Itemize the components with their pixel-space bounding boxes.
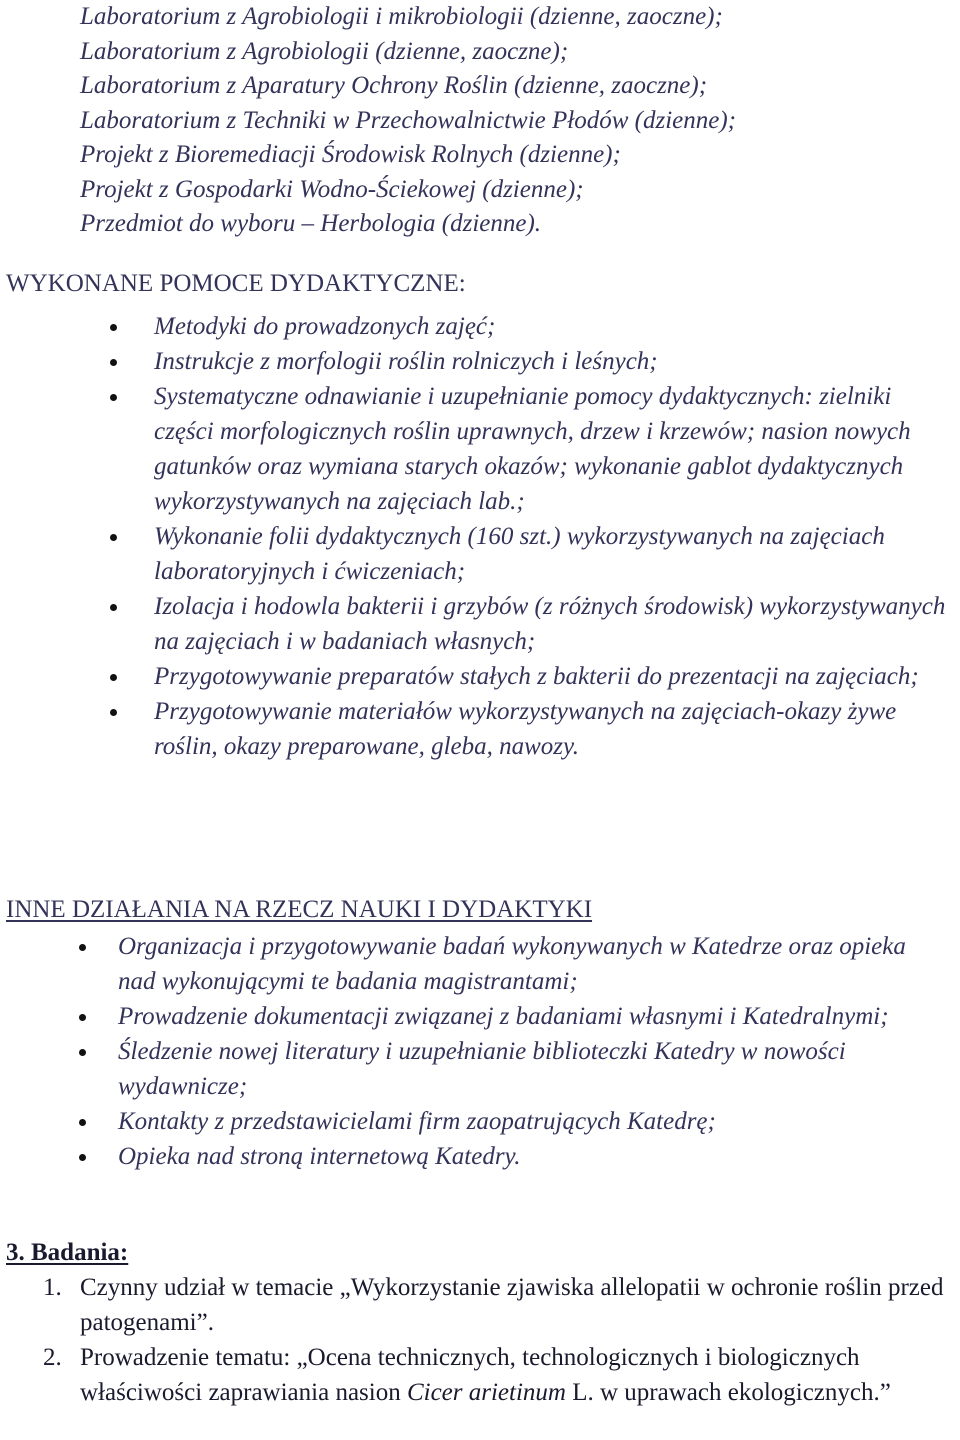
course-item: Laboratorium z Agrobiologii (dzienne, zaoczne);	[80, 37, 569, 65]
list-item	[6, 694, 946, 764]
list-item-text: Metodyki do prowadzonych zajęć;	[154, 313, 496, 340]
list-item-text: Przygotowywanie preparatów stałych z bakterii do prezentacji na zajęciach;	[154, 663, 919, 690]
bullet-icon	[110, 674, 117, 681]
research-section	[6, 1236, 946, 1410]
list-item	[6, 999, 946, 1034]
bullet-icon	[79, 944, 86, 951]
bullet-icon	[79, 1014, 86, 1021]
list-item-text: Opieka nad stroną internetową Katedry.	[118, 1143, 521, 1170]
section-heading: WYKONANE POMOCE DYDAKTYCZNE:	[6, 270, 466, 297]
list-item-text-start: Prowadzenie tematu: „Ocena technicznych, technologicznych i biologicznych właściwości zaprawiania nasion	[80, 1344, 860, 1406]
course-item: Projekt z Bioremediacji Środowisk Rolnych (dzienne);	[80, 141, 621, 168]
other-activities-section	[6, 893, 946, 1174]
bullet-icon	[110, 534, 117, 541]
bullet-icon	[110, 604, 117, 611]
list-item	[6, 519, 946, 589]
list-item	[6, 344, 946, 379]
list-number: 2.	[43, 1344, 62, 1371]
list-item	[6, 309, 946, 344]
list-item-text: Prowadzenie dokumentacji związanej z badaniami własnymi i Katedralnymi;	[118, 1003, 889, 1030]
list-item-text-end: L. w uprawach ekologicznych.”	[565, 1379, 891, 1406]
course-item: Laboratorium z Techniki w Przechowalnictwie Płodów (dzienne);	[80, 106, 736, 134]
list-item-text: Systematyczne odnawianie i uzupełnianie pomocy dydaktycznych: zielniki części morfologicznych roślin uprawnych, drzew i krzewów; nasion nowych gatunków oraz wymiana starych okazów; wykonanie gablot dydaktycznych wykorzystywanych na zajęciach lab.;	[154, 383, 911, 515]
list-item-text: Izolacja i hodowla bakterii i grzybów (z różnych środowisk) wykorzystywanych na zajęciach i w badaniach własnych;	[154, 593, 946, 655]
course-item: Przedmiot do wyboru – Herbologia (dzienne).	[80, 210, 542, 237]
bullet-icon	[79, 1119, 86, 1126]
course-list	[80, 0, 950, 242]
list-item-text: Przygotowywanie materiałów wykorzystywanych na zajęciach-okazy żywe roślin, okazy preparowane, gleba, nawozy.	[154, 698, 897, 760]
bullet-icon	[79, 1154, 86, 1161]
bullet-icon	[110, 394, 117, 401]
list-item	[6, 929, 946, 999]
list-item-text: Instrukcje z morfologii roślin rolniczych i leśnych;	[154, 348, 658, 375]
list-item	[6, 1104, 946, 1139]
bullet-icon	[110, 709, 117, 716]
list-item	[6, 379, 946, 519]
list-item-text: Organizacja i przygotowywanie badań wykonywanych w Katedrze oraz opieka nad wykonującymi te badania magistrantami;	[118, 933, 906, 995]
course-item: Laboratorium z Agrobiologii i mikrobiologii (dzienne, zaoczne);	[80, 3, 723, 30]
course-item: Laboratorium z Aparatury Ochrony Roślin (dzienne, zaoczne);	[80, 72, 708, 99]
bullet-icon	[79, 1049, 86, 1056]
bullet-icon	[110, 324, 117, 331]
list-item-text: Czynny udział w temacie „Wykorzystanie zjawiska allelopatii w ochronie roślin przed patogenami”.	[80, 1274, 944, 1336]
list-item-text: Śledzenie nowej literatury i uzupełnianie biblioteczki Katedry w nowości wydawnicze;	[118, 1038, 846, 1100]
section-heading: 3. Badania:	[6, 1239, 129, 1266]
list-item	[6, 1270, 946, 1340]
teaching-aids-list	[6, 309, 946, 764]
list-item	[6, 589, 946, 659]
other-activities-list	[6, 929, 946, 1174]
list-item	[6, 1034, 946, 1104]
list-item	[6, 1340, 946, 1410]
section-heading: INNE DZIAŁANIA NA RZECZ NAUKI I DYDAKTYKI	[6, 896, 593, 923]
species-name: Cicer arietinum	[406, 1379, 566, 1406]
list-item	[6, 659, 946, 694]
bullet-icon	[110, 359, 117, 366]
list-number: 1.	[43, 1274, 62, 1301]
list-item-text: Kontakty z przedstawicielami firm zaopatrujących Katedrę;	[118, 1108, 716, 1135]
research-list	[6, 1270, 946, 1410]
list-item	[6, 1139, 946, 1174]
course-item: Projekt z Gospodarki Wodno-Ściekowej (dzienne);	[80, 175, 584, 203]
list-item-text: Wykonanie folii dydaktycznych (160 szt.) wykorzystywanych na zajęciach laboratoryjnych i ćwiczeniach;	[154, 523, 885, 585]
teaching-aids-section	[6, 267, 946, 764]
